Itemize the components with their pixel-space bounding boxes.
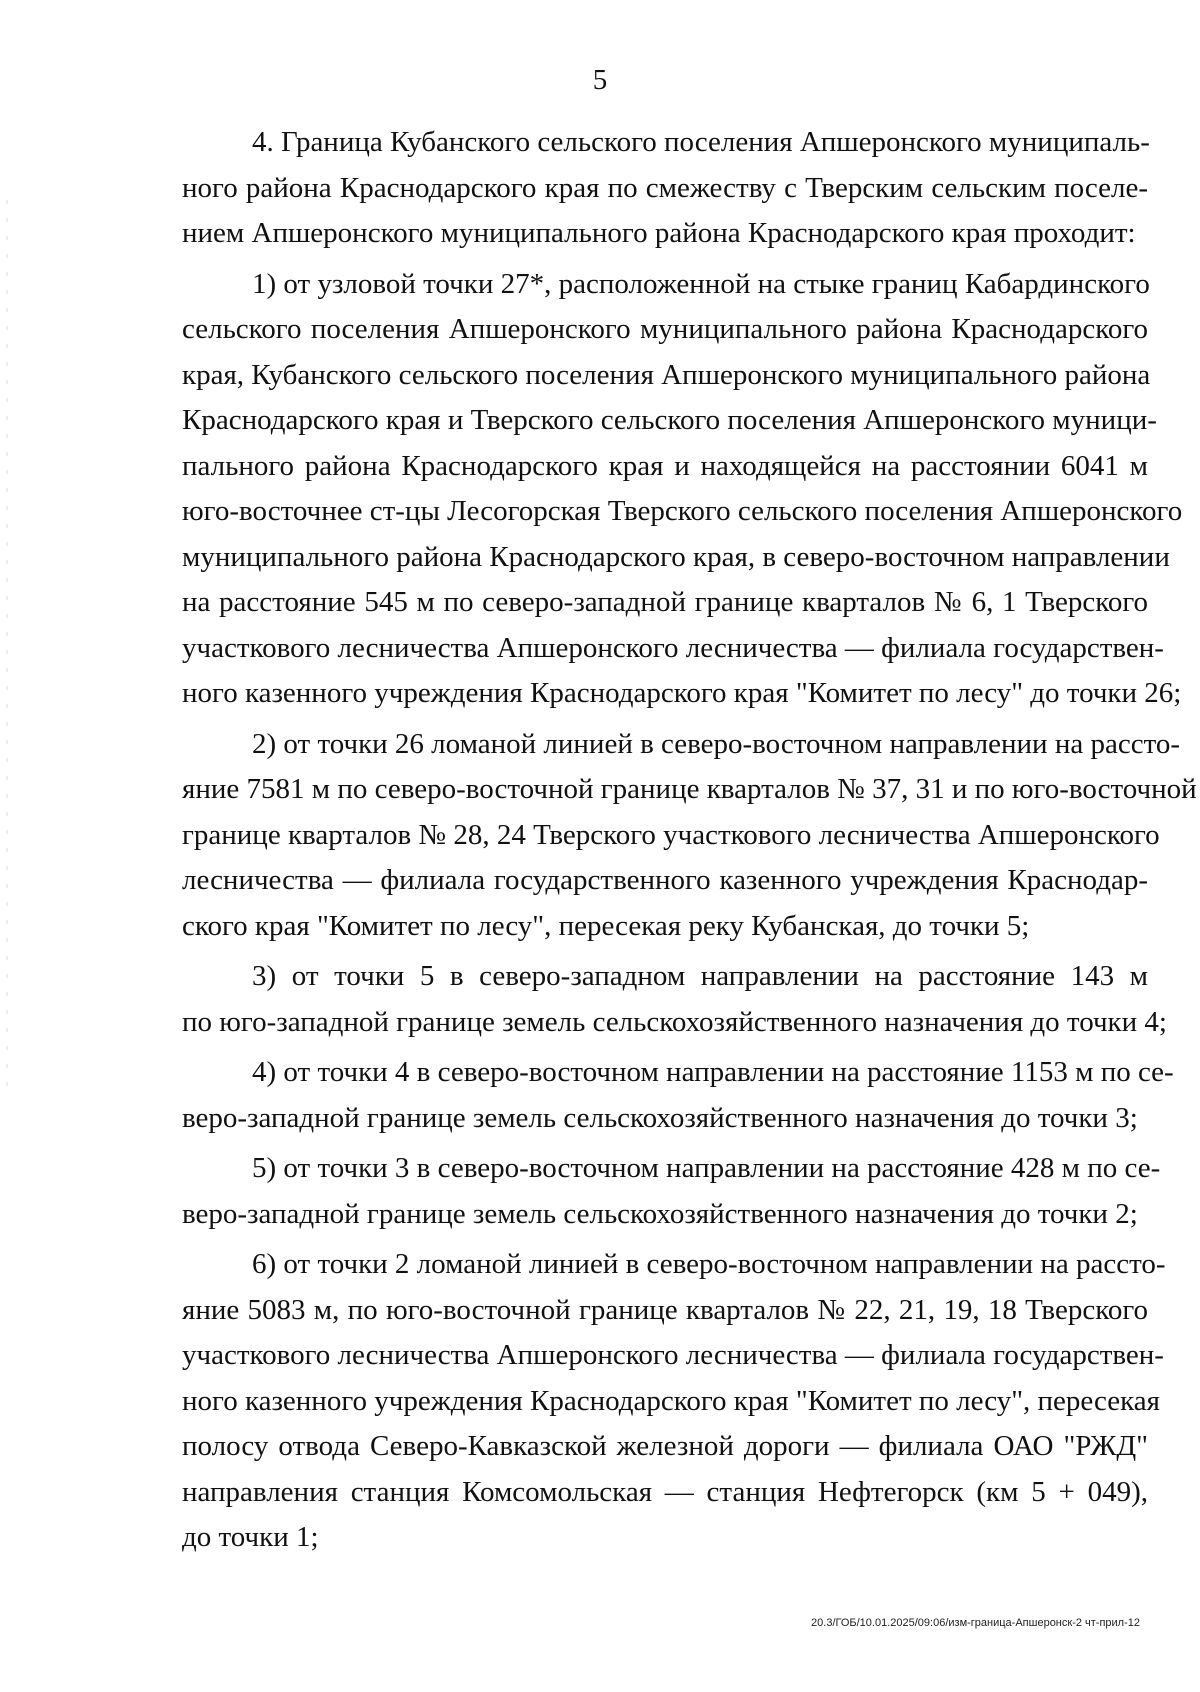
text-line: 4) от точки 4 в северо-восточном направлении на расстояние 1153 м по се-	[252, 1056, 1174, 1088]
text-line: нием Апшеронского муниципального района Краснодарского края проходит:	[182, 217, 1136, 249]
text-line: 2) от точки 26 ломаной линией в северо-восточном направлении на рассто-	[252, 727, 1181, 760]
paragraph-6	[182, 1146, 1161, 1237]
text-line: до точки 1;	[182, 1521, 319, 1553]
text-line: полосу отвода Северо-Кавказской железной дороги — филиала ОАО "РЖД"	[182, 1430, 1148, 1462]
paragraph-4	[182, 954, 1167, 1045]
scan-edge-artifact	[6, 200, 8, 1100]
text-line: Краснодарского края и Тверского сельского поселения Апшеронского муници-	[182, 404, 1157, 436]
text-line: веро-западной границе земель сельскохозяйственного назначения до точки 2;	[182, 1197, 1138, 1230]
paragraph-5	[182, 1050, 1174, 1141]
paragraph-3	[182, 722, 1197, 950]
paragraph-2	[182, 262, 1183, 717]
text-line: участкового лесничества Апшеронского лесничества — филиала государствен-	[182, 1339, 1164, 1371]
text-line: границе кварталов № 28, 24 Тверского участкового лесничества Апшеронского	[182, 818, 1160, 851]
text-line: 6) от точки 2 ломаной линией в северо-восточном направлении на рассто-	[252, 1248, 1166, 1280]
text-line: веро-западной границе земель сельскохозяйственного назначения до точки 3;	[182, 1101, 1138, 1134]
text-line: направления станция Комсомольская — станция Нефтегорск (км 5 + 049),	[182, 1475, 1148, 1508]
paragraph-7	[182, 1242, 1166, 1561]
text-line: лесничества — филиала государственного казенного учреждения Краснодар-	[182, 864, 1148, 896]
paragraph-1	[182, 120, 1148, 257]
text-line: края, Кубанского сельского поселения Апшеронского муниципального района	[182, 358, 1151, 391]
page-number: 5	[592, 64, 608, 96]
text-line: пального района Краснодарского края и находящейся на расстоянии 6041 м	[182, 449, 1148, 482]
text-line: яние 5083 м, по юго-восточной границе кварталов № 22, 21, 19, 18 Тверского	[182, 1293, 1148, 1326]
text-line: по юго-западной границе земель сельскохозяйственного назначения до точки 4;	[182, 1005, 1167, 1038]
text-line: 1) от узловой точки 27*, расположенной на стыке границ Кабардинского	[252, 267, 1150, 300]
text-line: на расстояние 545 м по северо-западной границе кварталов № 6, 1 Тверского	[182, 586, 1148, 618]
text-line: 3) от точки 5 в северо-западном направлении на расстояние 143 м	[252, 960, 1148, 992]
text-line: ского края "Комитет по лесу", пересекая реку Кубанская, до точки 5;	[182, 909, 1030, 942]
text-line: ного казенного учреждения Краснодарского края "Комитет по лесу", пересекая	[182, 1384, 1160, 1417]
text-line: ного казенного учреждения Краснодарского края "Комитет по лесу" до точки 26;	[182, 677, 1182, 709]
document-body	[182, 120, 1197, 1566]
text-line: юго-восточнее ст-цы Лесогорская Тверского сельского поселения Апшеронского	[182, 495, 1183, 527]
document-footer-code: 20.3/ГОБ/10.01.2025/09:06/изм-граница-Апшеронск-2 чт-прил-12	[811, 1617, 1140, 1629]
text-line: сельского поселения Апшеронского муниципального района Краснодарского	[182, 313, 1148, 345]
text-line: муниципального района Краснодарского края, в северо-восточном направлении	[182, 540, 1170, 573]
text-line: ного района Краснодарского края по смежеству с Тверским сельским поселе-	[182, 171, 1148, 204]
text-line: яние 7581 м по северо-восточной границе кварталов № 37, 31 и по юго-восточной	[182, 773, 1197, 805]
text-line: участкового лесничества Апшеронского лесничества — филиала государствен-	[182, 631, 1164, 664]
text-line: 5) от точки 3 в северо-восточном направлении на расстояние 428 м по се-	[252, 1152, 1161, 1184]
text-line: 4. Граница Кубанского сельского поселения Апшеронского муниципаль-	[252, 126, 1150, 158]
